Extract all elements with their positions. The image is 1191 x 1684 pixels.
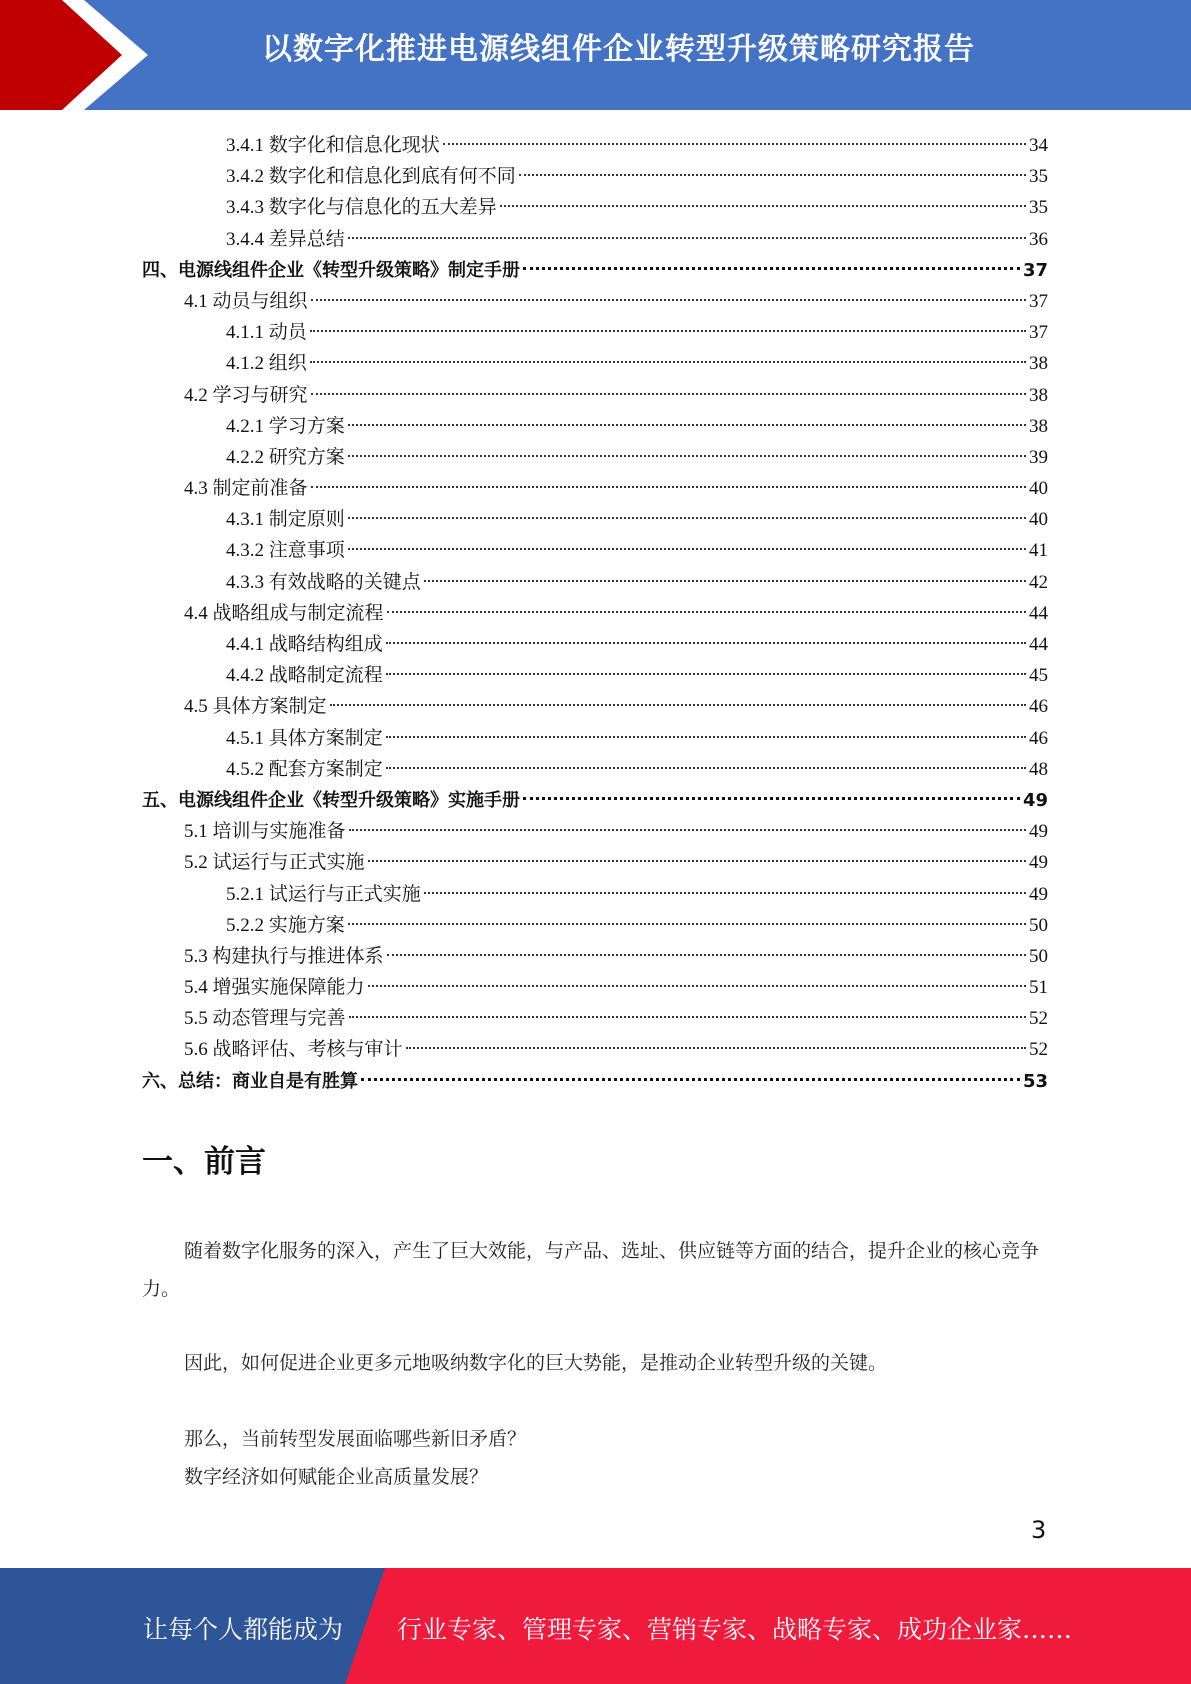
toc-dot-leader xyxy=(386,736,1026,738)
page-number: 3 xyxy=(1031,1516,1047,1544)
toc-dot-leader xyxy=(368,985,1026,987)
toc-entry[interactable] xyxy=(142,317,1048,348)
toc-dot-leader xyxy=(386,673,1026,675)
toc-dot-leader xyxy=(311,299,1026,301)
toc-entry[interactable] xyxy=(142,380,1048,411)
toc-dot-leader xyxy=(361,1078,1020,1081)
toc-dot-leader xyxy=(386,642,1026,644)
toc-dot-leader xyxy=(348,517,1026,519)
toc-entry-page: 48 xyxy=(1029,758,1048,780)
intro-question: 那么，当前转型发展面临哪些新旧矛盾？ xyxy=(184,1429,527,1450)
footer-slogan-left: 让每个人都能成为 xyxy=(143,1615,344,1644)
toc-entry-page: 41 xyxy=(1029,540,1048,562)
header-title: 以数字化推进电源线组件企业转型升级策略研究报告 xyxy=(262,32,975,67)
toc-dot-leader xyxy=(523,797,1020,800)
toc-entry[interactable] xyxy=(142,567,1048,598)
toc-entry[interactable] xyxy=(142,161,1048,192)
toc-dot-leader xyxy=(523,267,1020,270)
toc-dot-leader xyxy=(311,486,1026,488)
toc-entry-page: 50 xyxy=(1029,914,1048,936)
toc-entry[interactable] xyxy=(142,1034,1048,1065)
toc-dot-leader xyxy=(311,393,1026,395)
toc-entry-page: 49 xyxy=(1029,852,1048,874)
toc-entry[interactable] xyxy=(142,816,1048,847)
toc-dot-leader xyxy=(349,1016,1026,1018)
toc-entry[interactable] xyxy=(142,192,1048,223)
table-of-contents xyxy=(142,130,1048,1097)
toc-entry-page: 40 xyxy=(1029,478,1048,500)
toc-entry[interactable] xyxy=(142,473,1048,504)
toc-entry-page: 44 xyxy=(1029,602,1048,624)
toc-entry-label: 5.6 战略评估、考核与审计 xyxy=(184,1039,403,1061)
toc-entry[interactable] xyxy=(142,910,1048,941)
toc-dot-leader xyxy=(387,611,1026,613)
toc-entry-label: 5.2.1 试运行与正式实施 xyxy=(226,883,421,905)
toc-entry[interactable] xyxy=(142,286,1048,317)
toc-entry[interactable] xyxy=(142,348,1048,379)
toc-entry[interactable] xyxy=(142,255,1048,286)
footer-slogan-right: 行业专家、管理专家、营销专家、战略专家、成功企业家…… xyxy=(397,1615,1073,1644)
toc-entry-page: 39 xyxy=(1029,446,1048,468)
toc-entry-label: 四、电源线组件企业《转型升级策略》制定手册 xyxy=(142,259,520,281)
toc-dot-leader xyxy=(386,767,1026,769)
intro-question: 数字经济如何赋能企业高质量发展？ xyxy=(184,1467,489,1488)
toc-entry-label: 4.5.1 具体方案制定 xyxy=(226,727,383,749)
toc-entry-label: 六、总结：商业自是有胜算 xyxy=(142,1070,358,1092)
toc-entry[interactable] xyxy=(142,660,1048,691)
toc-entry[interactable] xyxy=(142,723,1048,754)
toc-entry-label: 5.3 构建执行与推进体系 xyxy=(184,945,384,967)
toc-entry[interactable] xyxy=(142,598,1048,629)
intro-paragraph: 因此，如何促进企业更多元地吸纳数字化的巨大势能，是推动企业转型升级的关键。 xyxy=(184,1353,888,1374)
toc-entry-page: 49 xyxy=(1029,821,1048,843)
toc-entry[interactable] xyxy=(142,754,1048,785)
toc-entry-label: 5.4 增强实施保障能力 xyxy=(184,977,365,999)
toc-entry-page: 52 xyxy=(1029,1039,1048,1061)
toc-dot-leader xyxy=(348,424,1026,426)
toc-entry-label: 3.4.1 数字化和信息化现状 xyxy=(226,135,440,156)
toc-entry[interactable] xyxy=(142,785,1048,816)
toc-entry-label: 4.2 学习与研究 xyxy=(184,384,308,406)
toc-entry-label: 4.2.2 研究方案 xyxy=(226,446,345,468)
toc-dot-leader xyxy=(406,1047,1026,1049)
toc-entry-label: 五、电源线组件企业《转型升级策略》实施手册 xyxy=(142,789,520,811)
toc-entry[interactable] xyxy=(142,504,1048,535)
toc-entry-label: 4.1 动员与组织 xyxy=(184,290,308,312)
toc-entry-page: 52 xyxy=(1029,1008,1048,1030)
toc-dot-leader xyxy=(424,580,1026,582)
toc-entry-page: 38 xyxy=(1029,353,1048,375)
section-title: 一、前言 xyxy=(142,1144,266,1180)
toc-entry-page: 45 xyxy=(1029,665,1048,687)
toc-entry-label: 4.5 具体方案制定 xyxy=(184,696,327,718)
toc-entry[interactable] xyxy=(142,847,1048,878)
toc-dot-leader xyxy=(348,455,1026,457)
toc-entry-label: 4.3.2 注意事项 xyxy=(226,540,345,562)
toc-entry-page: 46 xyxy=(1029,727,1048,749)
toc-entry-label: 5.2 试运行与正式实施 xyxy=(184,852,365,874)
toc-entry-page: 35 xyxy=(1029,197,1048,219)
toc-dot-leader xyxy=(310,330,1026,332)
toc-entry-label: 4.3.1 制定原则 xyxy=(226,509,345,531)
toc-dot-leader xyxy=(330,704,1026,706)
toc-entry-page: 36 xyxy=(1029,228,1048,250)
toc-dot-leader xyxy=(368,860,1026,862)
toc-entry-label: 4.2.1 学习方案 xyxy=(226,415,345,437)
toc-entry-page: 53 xyxy=(1022,1070,1048,1092)
page-footer xyxy=(0,1568,1191,1684)
toc-entry-label: 4.4.2 战略制定流程 xyxy=(226,665,383,687)
toc-entry-label: 5.1 培训与实施准备 xyxy=(184,821,346,843)
toc-entry[interactable] xyxy=(142,691,1048,722)
toc-entry-page: 46 xyxy=(1029,696,1048,718)
toc-entry[interactable] xyxy=(142,535,1048,566)
toc-entry[interactable] xyxy=(142,879,1048,910)
toc-entry-label: 4.5.2 配套方案制定 xyxy=(226,758,383,780)
toc-dot-leader xyxy=(348,923,1026,925)
page-header xyxy=(0,0,1191,110)
toc-dot-leader xyxy=(349,829,1026,831)
toc-entry-page: 44 xyxy=(1029,634,1048,655)
toc-entry[interactable] xyxy=(142,224,1048,255)
toc-dot-leader xyxy=(519,174,1026,176)
toc-entry-page: 34 xyxy=(1029,135,1048,156)
toc-entry-label: 5.5 动态管理与完善 xyxy=(184,1008,346,1030)
toc-dot-leader xyxy=(424,892,1026,894)
toc-entry-page: 51 xyxy=(1029,977,1048,999)
toc-entry[interactable] xyxy=(142,629,1048,660)
toc-dot-leader xyxy=(348,548,1026,550)
toc-entry-page: 38 xyxy=(1029,384,1048,406)
toc-entry-label: 4.4 战略组成与制定流程 xyxy=(184,602,384,624)
toc-entry[interactable] xyxy=(142,411,1048,442)
toc-entry-page: 49 xyxy=(1029,883,1048,905)
toc-entry-page: 37 xyxy=(1029,290,1048,312)
toc-entry-label: 5.2.2 实施方案 xyxy=(226,914,345,936)
toc-entry-label: 4.3 制定前准备 xyxy=(184,478,308,500)
toc-entry-page: 35 xyxy=(1029,166,1048,188)
toc-entry-label: 4.1.1 动员 xyxy=(226,322,307,344)
toc-entry-label: 4.4.1 战略结构组成 xyxy=(226,634,383,655)
intro-paragraph: 随着数字化服务的深入，产生了巨大效能，与产品、选址、供应链等方面的结合，提升企业的核心竞争力。 xyxy=(142,1241,1040,1300)
toc-entry-page: 49 xyxy=(1022,789,1048,811)
toc-entry[interactable] xyxy=(142,941,1048,972)
toc-entry[interactable] xyxy=(142,1003,1048,1034)
toc-entry[interactable] xyxy=(142,972,1048,1003)
toc-entry-label: 4.3.3 有效战略的关键点 xyxy=(226,571,421,593)
toc-entry-page: 37 xyxy=(1029,322,1048,344)
toc-entry-label: 4.1.2 组织 xyxy=(226,353,307,375)
toc-entry[interactable] xyxy=(142,442,1048,473)
toc-dot-leader xyxy=(310,361,1026,363)
toc-entry-page: 38 xyxy=(1029,415,1048,437)
toc-dot-leader xyxy=(387,954,1026,956)
toc-entry-page: 40 xyxy=(1029,509,1048,531)
toc-dot-leader xyxy=(443,143,1026,145)
toc-entry-label: 3.4.2 数字化和信息化到底有何不同 xyxy=(226,166,516,188)
toc-dot-leader xyxy=(500,205,1026,207)
toc-entry-label: 3.4.3 数字化与信息化的五大差异 xyxy=(226,197,497,219)
toc-entry-label: 3.4.4 差异总结 xyxy=(226,228,345,250)
toc-entry[interactable] xyxy=(142,1066,1048,1097)
toc-entry-page: 42 xyxy=(1029,571,1048,593)
toc-entry[interactable] xyxy=(142,130,1048,161)
toc-entry-page: 37 xyxy=(1022,259,1048,281)
toc-dot-leader xyxy=(348,237,1026,239)
toc-entry-page: 50 xyxy=(1029,945,1048,967)
